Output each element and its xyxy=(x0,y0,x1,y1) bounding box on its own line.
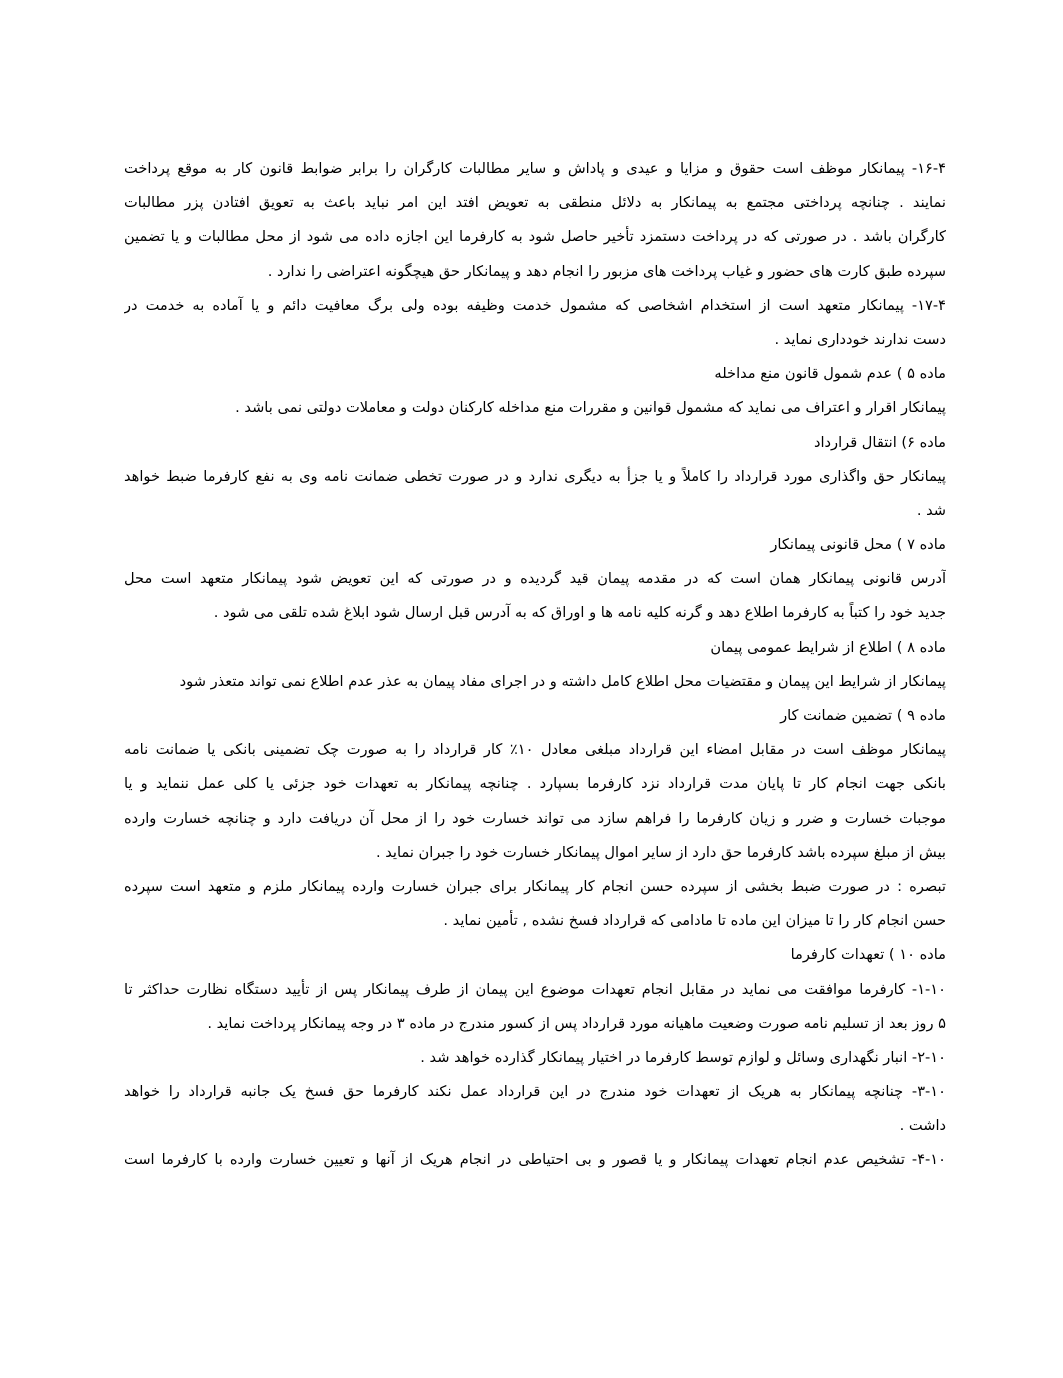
text-line: جدید خود را کتباً به کارفرما اطلاع دهد و گرنه کلیه نامه ها و اوراق که به آدرس قبل ارسال شود ابلاغ شده تلقی می شود . xyxy=(213,604,946,622)
text-line: حسن انجام کار را تا میزان این ماده تا مادامی که قرارداد فسخ نشده , تأمین نماید . xyxy=(443,912,946,930)
text-line: موجبات خسارت و ضرر و زیان کارفرما را فراهم سازد می تواند خسارت خود را از محل آن دریافت دارد و چنانچه خسارت وارده xyxy=(124,809,946,827)
text-line: ماده ۵ ) عدم شمول قانون منع مداخله xyxy=(714,365,946,383)
text-line: پیمانکار از شرایط این پیمان و مقتضیات محل اطلاع کامل داشته و در اجرای مفاد پیمان به عذر عدم اطلاع نمی تواند متعذر شود xyxy=(179,672,946,690)
text-line: بیش از مبلغ سپرده باشد کارفرما حق دارد از سایر اموال پیمانکار خسارت خود را جبران نماید . xyxy=(375,843,946,861)
text-line: ماده ۹ ) تضمین ضمانت کار xyxy=(780,707,946,724)
text-line: ۱۷-۴- پیمانکار متعهد است از استخدام اشخاصی که مشمول خدمت وظیفه بوده ولی برگ معافیت دائم و یا آماده به خدمت در xyxy=(124,296,946,314)
text-line: بانکی جهت انجام کار تا پایان مدت قرارداد نزد کارفرما بسپارد . چنانچه پیمانکار به تعهدات خود جزئی یا کلی عمل ننماید و یا xyxy=(124,775,946,793)
text-line: ماده ۷ ) محل قانونی پیمانکار xyxy=(770,536,946,554)
text-line: ۴-۱۰- تشخیص عدم انجام تعهدات پیمانکار و یا قصور و بی احتیاطی در انجام هریک از آنها و تعیین خسارت وارده با کارفرما است xyxy=(124,1151,946,1169)
text-line: سپرده طبق کارت های حضور و غیاب پرداخت های مزبور را انجام دهد و پیمانکار حق هیچگونه اعتراضی را ندارد . xyxy=(267,262,946,280)
text-line: پیمانکار حق واگذاری مورد قرارداد را کاملاً و یا جزأ به دیگری ندارد و در صورت تخطی ضمانت نامه وی به نفع کارفرما ضبط خواهد xyxy=(124,467,946,485)
text-line: نمایند . چنانچه پرداختی مجتمع به پیمانکار به دلائل منطقی به تعویض افتد این امر نباید باعث به تعویق افتادن پزر مطالبات xyxy=(124,194,946,212)
text-line: آدرس قانونی پیمانکار همان است که در مقدمه پیمان قید گردیده و در صورتی که این تعویض شود پیمانکار متعهد است محل xyxy=(124,570,946,588)
text-line: پیمانکار موظف است در مقابل امضاء این قرارداد مبلغی معادل ۱۰٪ کار قرارداد را به صورت چک تضمینی بانکی یا ضمانت نامه xyxy=(124,741,946,759)
text-line: ماده ۶) انتقال قرارداد xyxy=(813,433,946,451)
text-line: ماده ۸ ) اطلاع از شرایط عمومی پیمان xyxy=(710,638,946,656)
text-line: تبصره : در صورت ضبط بخشی از سپرده حسن انجام کار پیمانکار برای جبران خسارت وارده پیمانکار ملزم و متعهد است سپرده xyxy=(124,877,946,895)
text-line: ۵ روز بعد از تسلیم نامه صورت وضعیت ماهیانه مورد قرارداد پس از کسور مندرج در ماده ۳ در وجه پیمانکار پرداخت نماید . xyxy=(207,1014,946,1032)
text-line: ۲-۱۰- انبار نگهداری وسائل و لوازم توسط کارفرما در اختیار پیمانکار گذارده خواهد شد . xyxy=(420,1048,946,1066)
text-line: دست ندارند خودداری نماید . xyxy=(774,330,946,348)
text-line: شد . xyxy=(916,501,946,519)
document-page xyxy=(124,152,946,1178)
text-line: کارگران باشد . در صورتی که در پرداخت دستمزد تأخیر حاصل شود به کارفرما این اجازه داده می شود از محل مطالبات و یا تضمین xyxy=(124,228,946,246)
text-line: ۱-۱۰- کارفرما موافقت می نماید در مقابل انجام تعهدات موضوع این پیمان از طرف پیمانکار پس از تأیید دستگاه نظارت حداکثر تا xyxy=(124,980,946,998)
text-line: پیمانکار اقرار و اعتراف می نماید که مشمول قوانین و مقررات منع مداخله کارکنان دولت و معاملات دولتی نمی باشد . xyxy=(235,399,946,417)
text-line: داشت . xyxy=(899,1117,946,1135)
text-line: ۱۶-۴- پیمانکار موظف است حقوق و مزایا و عیدی و پاداش و سایر مطالبات کارگران را برابر ضوابط قانون کار به موقع پرداخت xyxy=(124,160,946,177)
text-line: ماده ۱۰ ) تعهدات کارفرما xyxy=(790,946,946,964)
text-line: ۳-۱۰- چنانچه پیمانکار به هریک از تعهدات خود مندرج در این قرارداد عمل نکند کارفرما حق فسخ یک جانبه قرارداد را خواهد xyxy=(124,1083,946,1101)
